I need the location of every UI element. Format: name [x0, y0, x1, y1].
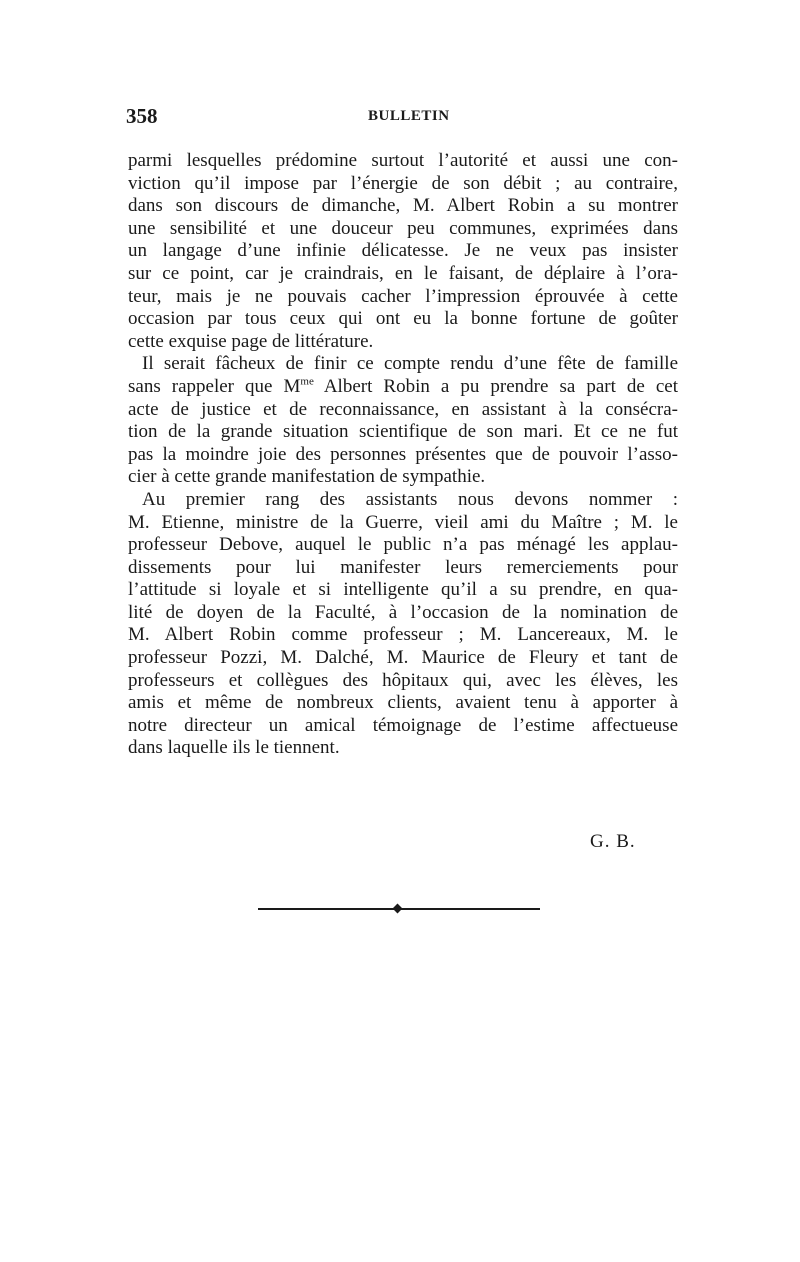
- text-line: dissements pour lui manifester leurs remerciements pour: [128, 556, 678, 578]
- text-line: viction qu’il impose par l’énergie de son débit ; au contraire,: [128, 172, 678, 194]
- text-line: cette exquise page de littérature.: [128, 330, 374, 352]
- text-line: lité de doyen de la Faculté, à l’occasion de la nomination de: [128, 601, 678, 623]
- text-line: un langage d’une infinie délicatesse. Je ne veux pas insister: [128, 240, 678, 262]
- text-line: professeur Pozzi, M. Dalché, M. Maurice de Fleury et tant de: [128, 647, 678, 669]
- text-line: notre directeur un amical témoignage de l’estime affectueuse: [128, 714, 678, 736]
- text-line: l’attitude si loyale et si intelligente qu’il a su prendre, en qua-: [128, 579, 678, 601]
- text-line: dans son discours de dimanche, M. Albert Robin a su montrer: [128, 195, 678, 217]
- page-header: [0, 104, 800, 134]
- text-line-with-superscript: [128, 376, 678, 399]
- text-line: occasion par tous ceux qui ont eu la bonne fortune de goûter: [128, 308, 678, 330]
- text-line: M. Albert Robin comme professeur ; M. Lancereaux, M. le: [128, 624, 678, 646]
- text-line: sur ce point, car je craindrais, en le faisant, de déplaire à l’ora-: [128, 262, 678, 284]
- text-line: teur, mais je ne pouvais cacher l’impression éprouvée à cette: [128, 285, 678, 307]
- text-line: dans laquelle ils le tiennent.: [128, 737, 340, 759]
- text-line: M. Etienne, ministre de la Guerre, vieil ami du Maître ; M. le: [128, 511, 678, 533]
- text-segment: Albert Robin a pu prendre sa part de cet: [313, 375, 679, 397]
- text-line: acte de justice et de reconnaissance, en assistant à la consécra-: [128, 398, 678, 420]
- superscript: me: [300, 375, 314, 388]
- signature: G. B.: [590, 831, 636, 852]
- text-line: cier à cette grande manifestation de sympathie.: [128, 466, 486, 488]
- text-segment: sans rappeler que M: [128, 375, 301, 397]
- text-line: professeur Debove, auquel le public n’a pas ménagé les applau-: [128, 534, 678, 556]
- text-line: Au premier rang des assistants nous devons nommer :: [142, 488, 678, 510]
- diamond-ornament-icon: [393, 904, 403, 914]
- text-line: une sensibilité et une douceur peu communes, exprimées dans: [128, 217, 678, 239]
- text-line: Il serait fâcheux de finir ce compte rendu d’une fête de famille: [142, 353, 678, 375]
- running-title: BULLETIN: [368, 108, 450, 124]
- text-line: pas la moindre joie des personnes présentes que de pouvoir l’asso-: [128, 443, 678, 465]
- text-line: professeurs et collègues des hôpitaux qui, avec les élèves, les: [128, 669, 678, 691]
- section-divider: [258, 904, 540, 914]
- page-number: 358: [126, 104, 158, 128]
- text-line: parmi lesquelles prédomine surtout l’autorité et aussi une con-: [128, 150, 678, 171]
- body-text: [128, 150, 678, 760]
- text-line: amis et même de nombreux clients, avaient tenu à apporter à: [128, 692, 678, 714]
- text-line: tion de la grande situation scientifique de son mari. Et ce ne fut: [128, 421, 678, 443]
